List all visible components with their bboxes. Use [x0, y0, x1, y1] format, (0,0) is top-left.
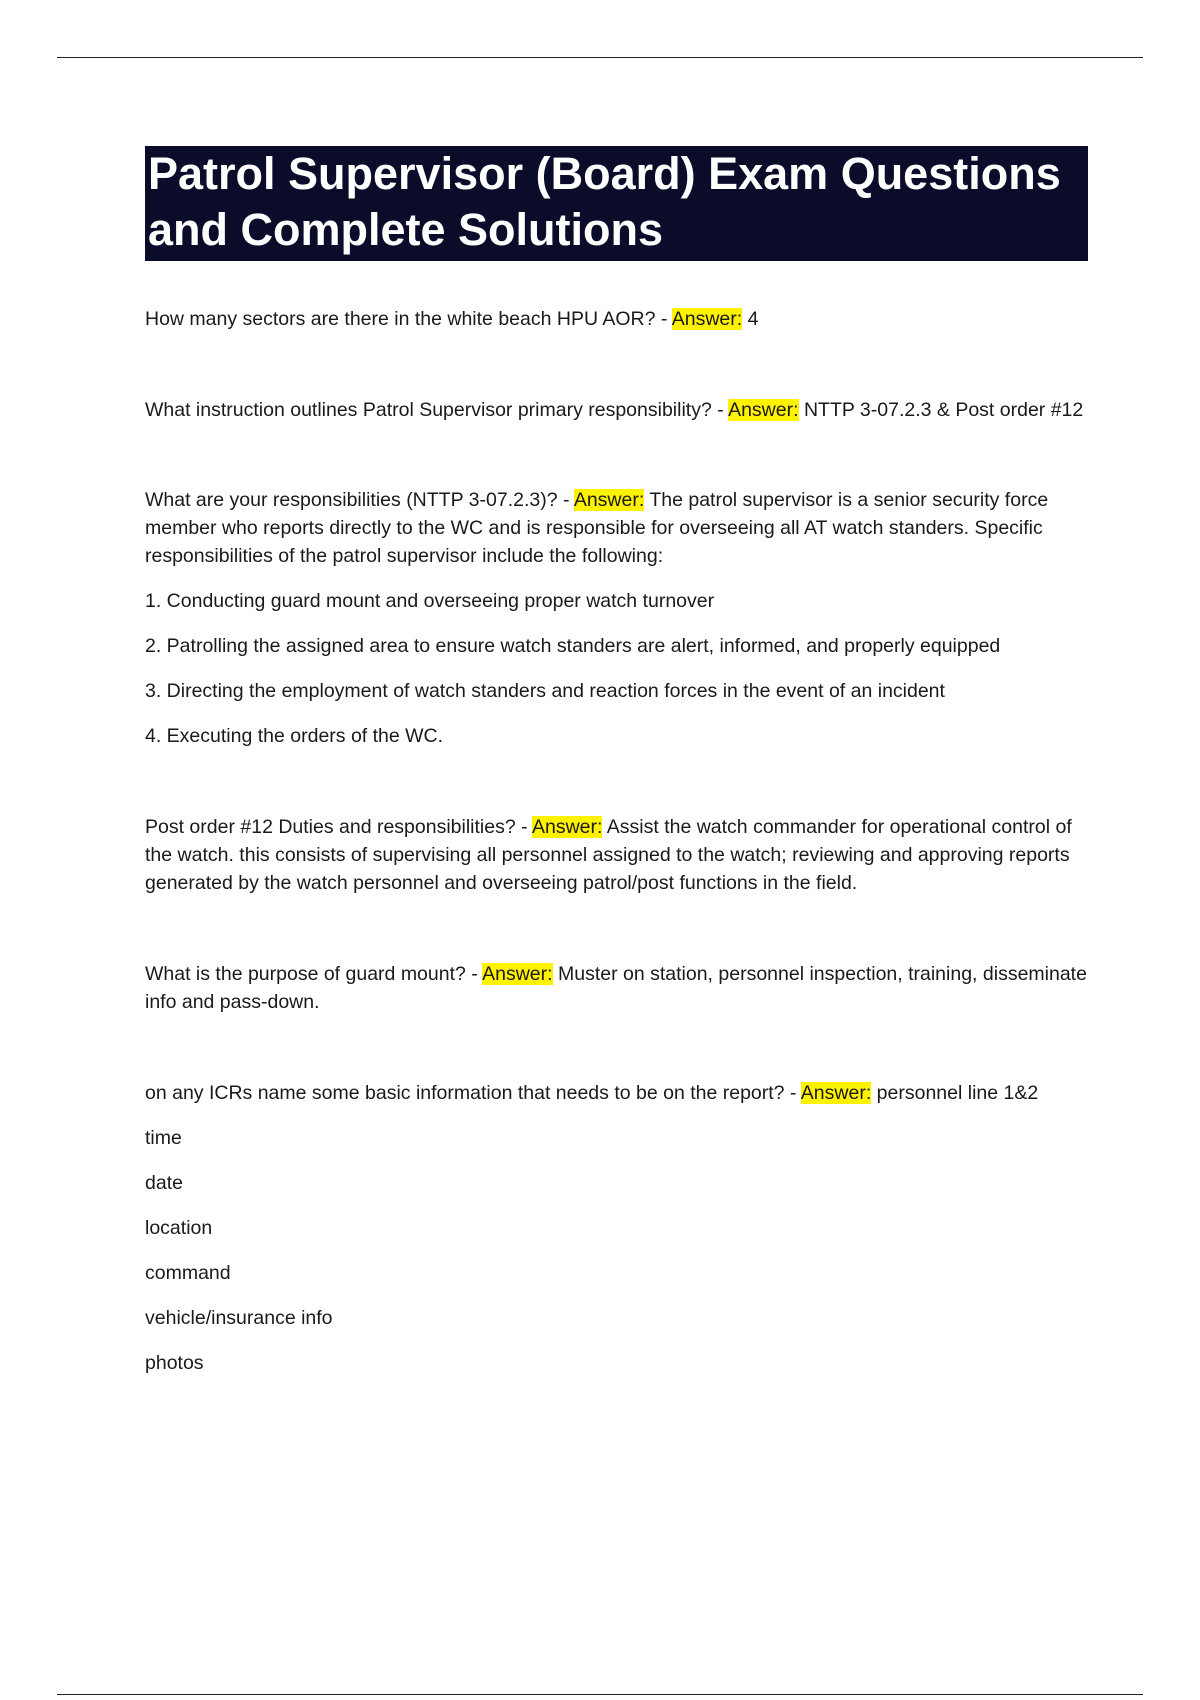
answer-text: NTTP 3-07.2.3 & Post order #12	[798, 399, 1084, 421]
answer-label: Answer:	[531, 816, 603, 838]
qa-item-3	[145, 486, 1088, 750]
question-paragraph	[145, 305, 1088, 333]
header-rule	[57, 57, 1143, 58]
question-paragraph	[145, 960, 1088, 1016]
report-field-item: location	[145, 1217, 213, 1239]
document-title: Patrol Supervisor (Board) Exam Questions and Complete Solutions	[145, 146, 1088, 261]
question-text: What instruction outlines Patrol Supervisor primary responsibility? -	[145, 399, 729, 421]
responsibility-item: 2. Patrolling the assigned area to ensure watch standers are alert, informed, and properly equipped	[145, 635, 1001, 657]
report-field-item: vehicle/insurance info	[145, 1307, 333, 1329]
responsibility-item: 4. Executing the orders of the WC.	[145, 725, 444, 747]
answer-label: Answer:	[728, 399, 799, 421]
qa-item-1	[145, 305, 1088, 333]
qa-item-4	[145, 813, 1088, 897]
report-field-item: photos	[145, 1352, 204, 1374]
question-paragraph	[145, 396, 1088, 424]
qa-item-6	[145, 1079, 1088, 1377]
document-body	[145, 146, 1088, 1377]
report-field-item: time	[145, 1127, 182, 1149]
question-text: What is the purpose of guard mount? -	[145, 963, 483, 985]
qa-item-5	[145, 960, 1088, 1016]
question-paragraph	[145, 1079, 1088, 1107]
answer-label: Answer:	[671, 308, 743, 330]
answer-text: personnel line 1&2	[871, 1082, 1039, 1104]
question-paragraph	[145, 813, 1088, 897]
question-text: What are your responsibilities (NTTP 3-07.2.3)? -	[145, 489, 574, 511]
answer-label: Answer:	[573, 489, 645, 511]
answer-text: 4	[742, 308, 759, 330]
responsibility-item: 1. Conducting guard mount and overseeing proper watch turnover	[145, 590, 715, 612]
report-field-item: command	[145, 1262, 231, 1284]
answer-label: Answer:	[482, 963, 553, 985]
question-paragraph	[145, 486, 1088, 570]
qa-item-2	[145, 396, 1088, 424]
question-text: Post order #12 Duties and responsibilities? -	[145, 816, 532, 838]
question-text: on any ICRs name some basic information that needs to be on the report? -	[145, 1082, 801, 1104]
responsibility-item: 3. Directing the employment of watch standers and reaction forces in the event of an incident	[145, 680, 945, 702]
answer-text: Assist the watch commander for operational control of the watch. this consists of supervising all personnel assigned to the watch; reviewing and approving reports generated by the watch personnel and overseeing patrol/post functions in the field.	[145, 816, 1072, 894]
footer-rule	[57, 1694, 1143, 1695]
answer-text: Muster on station, personnel inspection, training, disseminate info and pass-down.	[145, 963, 1087, 1013]
answer-text: The patrol supervisor is a senior security force member who reports directly to the WC and is responsible for overseeing all AT watch standers. Specific responsibilities of the patrol supervisor include the following:	[145, 489, 1049, 567]
report-field-item: date	[145, 1172, 183, 1194]
answer-label: Answer:	[800, 1082, 872, 1104]
question-text: How many sectors are there in the white beach HPU AOR? -	[145, 308, 672, 330]
